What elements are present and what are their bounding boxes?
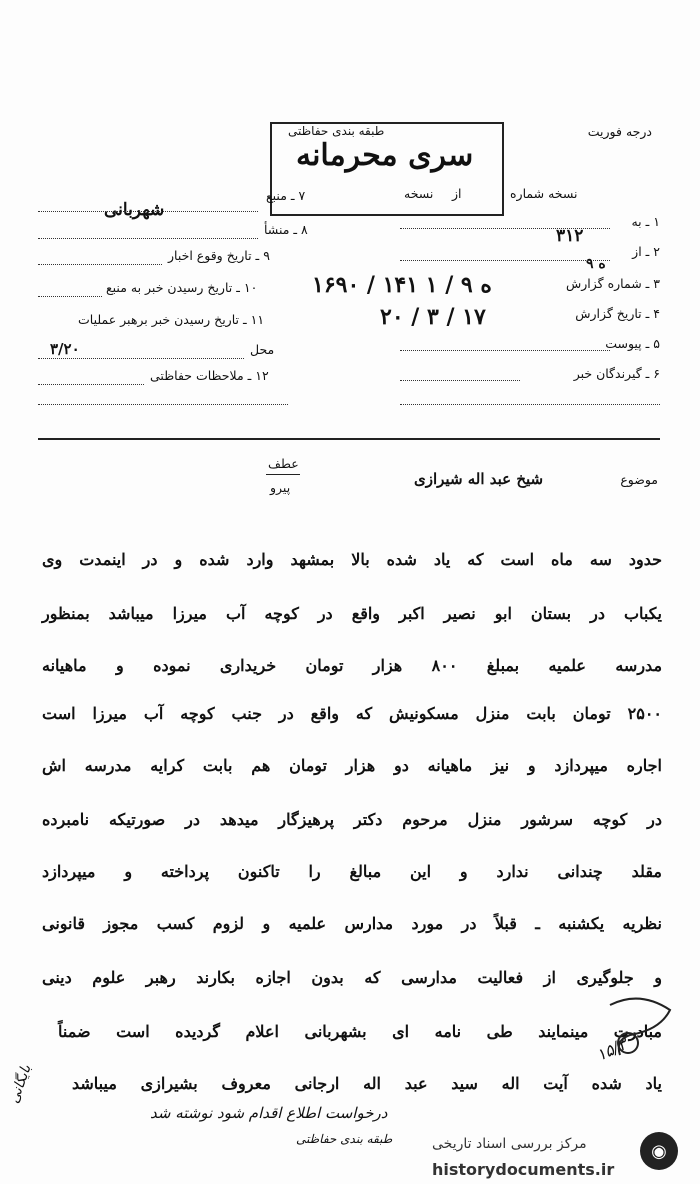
margin-note-left: بایگانی — [6, 1062, 35, 1106]
field-to-value: ۳۱۲ — [556, 226, 584, 246]
handwritten-note-2: طبقه بندی حفاظتی — [296, 1132, 393, 1146]
subject-label: موضوع — [620, 472, 658, 487]
dotted-line — [400, 228, 610, 229]
copy-of: از — [452, 186, 462, 201]
field-location-value: ۳/۲۰ — [50, 340, 80, 358]
field-location-label: محل — [250, 342, 275, 357]
margin-date: ۱۵/۳ — [593, 1034, 630, 1065]
field-event-date-label: ۹ ـ تاریخ وقوع اخبار — [168, 248, 270, 263]
field-attachment-label: ۵ ـ پیوست — [605, 336, 660, 351]
dotted-line — [38, 296, 102, 297]
field-receive-source-label: ۱۰ ـ تاریخ رسیدن خبر به منبع — [106, 280, 258, 295]
dotted-line — [38, 384, 144, 385]
field-source-value: شهربانی — [104, 200, 165, 220]
watermark-logo-icon: ◉ — [640, 1132, 678, 1170]
body-line: مبادرت مینمایند طی نامه ای بشهربانی اعلام گردیده است ضمناً — [58, 1022, 662, 1041]
field-report-date-value: ۲۰ / ۳ / ۱۷ — [380, 304, 486, 330]
handwritten-note-1: درخواست اطلاع اقدام شود نوشته شد — [150, 1104, 388, 1122]
subject-value: شیخ عبد اله شیرازی — [414, 470, 544, 488]
body-line: نظریه یکشنبه ـ قبلاً در مورد مدارس علمیه و لزوم کسب مجوز قانونی — [42, 914, 662, 933]
classification-stamp: سری محرمانه — [296, 138, 474, 173]
field-source-label: ۷ ـ منبع — [266, 188, 306, 203]
body-line: مدرسه علمیه بمبلغ ۸۰۰ هزار تومان خریداری نموده و ماهیانه — [42, 656, 663, 675]
dotted-line — [38, 358, 244, 359]
signature-mark — [600, 985, 680, 1065]
field-report-number-value: ۱۶۹۰ / ۱۴۱ ه ۹ / ۱ — [312, 272, 492, 298]
body-line: در کوچه سرشور منزل مرحوم دکتر پرهیزگار میدهد در صورتیکه نامبرده — [42, 810, 662, 829]
dotted-line — [400, 404, 660, 405]
dotted-line — [400, 260, 610, 261]
field-receive-ops-label: ۱۱ ـ تاریخ رسیدن خبر برهبر عملیات — [78, 312, 265, 327]
priority-label: درجه فوریت — [587, 124, 652, 139]
classification-label: طبقه بندی حفاظتی — [288, 124, 385, 138]
field-report-number-label: ۳ ـ شماره گزارش — [565, 276, 660, 291]
dotted-line — [38, 404, 288, 405]
body-line: اجاره میپردازد و نیز ماهیانه دو هزار تومان هم بابت کرایه مدرسه اش — [42, 756, 662, 775]
body-line: یاد شده آیت اله سید عبد اله ارجانی معروف بشیرازی میباشد — [72, 1074, 662, 1093]
field-to-label: ۱ ـ به — [631, 214, 660, 229]
copy-label: نسخه شماره — [510, 186, 578, 201]
field-origin-label: ۸ ـ منشأ — [264, 222, 308, 237]
dotted-line — [38, 264, 162, 265]
ref-divider — [266, 474, 300, 475]
ref-label: عطف — [268, 456, 299, 471]
dotted-line — [38, 238, 258, 239]
body-line: ۲۵۰۰ تومان بابت منزل مسکونیش که واقع در جنب کوچه آب میرزا است — [42, 704, 662, 723]
field-report-date-label: ۴ ـ تاریخ گزارش — [575, 306, 660, 321]
dotted-line — [38, 211, 258, 212]
body-line: و جلوگیری از فعالیت مدارسی که بدون اجازه بکارند رهبر علوم دینی — [42, 968, 663, 987]
body-line: مقلد چندانی ندارد و این مبالغ را تاکنون پرداخته و میپردازد — [42, 862, 662, 881]
field-from-label: ۲ ـ از — [632, 244, 660, 259]
field-security-notes-label: ۱۲ ـ ملاحظات حفاظتی — [150, 368, 269, 383]
header-divider — [38, 438, 660, 440]
watermark-site: historydocuments.ir — [432, 1160, 615, 1179]
body-line: حدود سه ماه است که یاد شده بالا بمشهد وارد شده و در اینمدت وی — [42, 550, 662, 569]
copy-suffix: نسخه — [404, 186, 434, 201]
follow-label: پیرو — [270, 480, 291, 495]
body-line: یکباب در بستان ابو نصیر اکبر واقع در کوچه آب میرزا میباشد بمنظور — [42, 604, 662, 623]
dotted-line — [400, 350, 610, 351]
dotted-line — [400, 380, 520, 381]
field-recipients-label: ۶ ـ گیرندگان خبر — [573, 366, 660, 381]
field-from-value: ه ۹ — [586, 256, 606, 272]
watermark-org: مرکز بررسی اسناد تاریخی — [432, 1136, 587, 1152]
